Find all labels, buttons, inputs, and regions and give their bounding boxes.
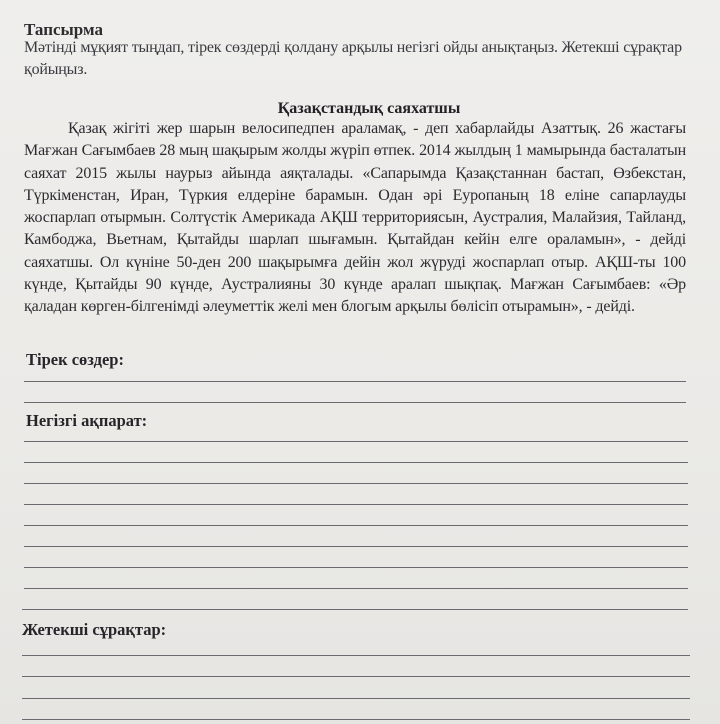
guiding-questions-label: Жетекші сұрақтар: — [22, 620, 167, 639]
story-title — [0, 100, 720, 118]
keywords-line — [24, 402, 686, 403]
task-title: Тапсырма — [24, 20, 103, 39]
guiding-questions-line — [22, 719, 690, 720]
keywords-label: Тірек сөздер: — [26, 350, 124, 369]
main-info-line — [24, 588, 688, 589]
guiding-questions-line — [22, 676, 690, 677]
keywords-line — [24, 381, 686, 382]
guiding-questions-line — [22, 655, 690, 656]
main-info-line — [22, 609, 688, 610]
main-info-line — [24, 504, 688, 505]
main-info-line — [24, 441, 688, 442]
main-info-line — [24, 546, 688, 547]
main-info-line — [24, 483, 688, 484]
story-title-text: Қазақстандық саяхатшы — [277, 100, 461, 117]
main-info-line — [24, 462, 688, 463]
main-info-line — [24, 525, 688, 526]
guiding-questions-line — [22, 698, 690, 699]
main-info-label: Негізгі ақпарат: — [26, 411, 148, 430]
task-instruction: Мәтінді мұқият тыңдап, тірек сөздерді қолдану арқылы негізгі ойды анықтаңыз. Жетекші сұрақтар қойыңыз. — [24, 39, 682, 78]
main-info-line — [24, 567, 688, 568]
story-text: Қазақ жігіті жер шарын велосипедпен араламақ, - деп хабарлайды Азаттық. 26 жастағы Мағжан Сағымбаев 28 мың шақырым жолды жүріп өтпек. 2014 жылдың 1 мамырында басталатын саяхат 2015 жылы наурыз айында аяқталады. «Сапарымда Қазақстаннан бастап, Өзбекстан, Түркіменстан, Иран, Түркия елдеріне барамын. Одан әрі Еуропаның 18 еліне сапарлауды жоспарлап отырмын. Солтүстік Америкада АҚШ территориясын, Аустралия, Малайзия, Тайланд, Камбоджа, Вьетнам, Қытайды шарлап шығамын. Қытайдан кейін елге ораламын», - дейді саяхатшы. Ол күніне 50-ден 200 шақырымға дейін жол жүруді жоспарлап отыр. АҚШ-ты 100 күнде, Қытайды 90 күнде, Аустралияны 30 күнде аралап шықпақ. Мағжан Сағымбаев: «Әр қаладан көрген-білгенімді әлеуметтік желі мен блогым арқылы бөлісіп отырамын», - дейді. — [24, 120, 686, 316]
